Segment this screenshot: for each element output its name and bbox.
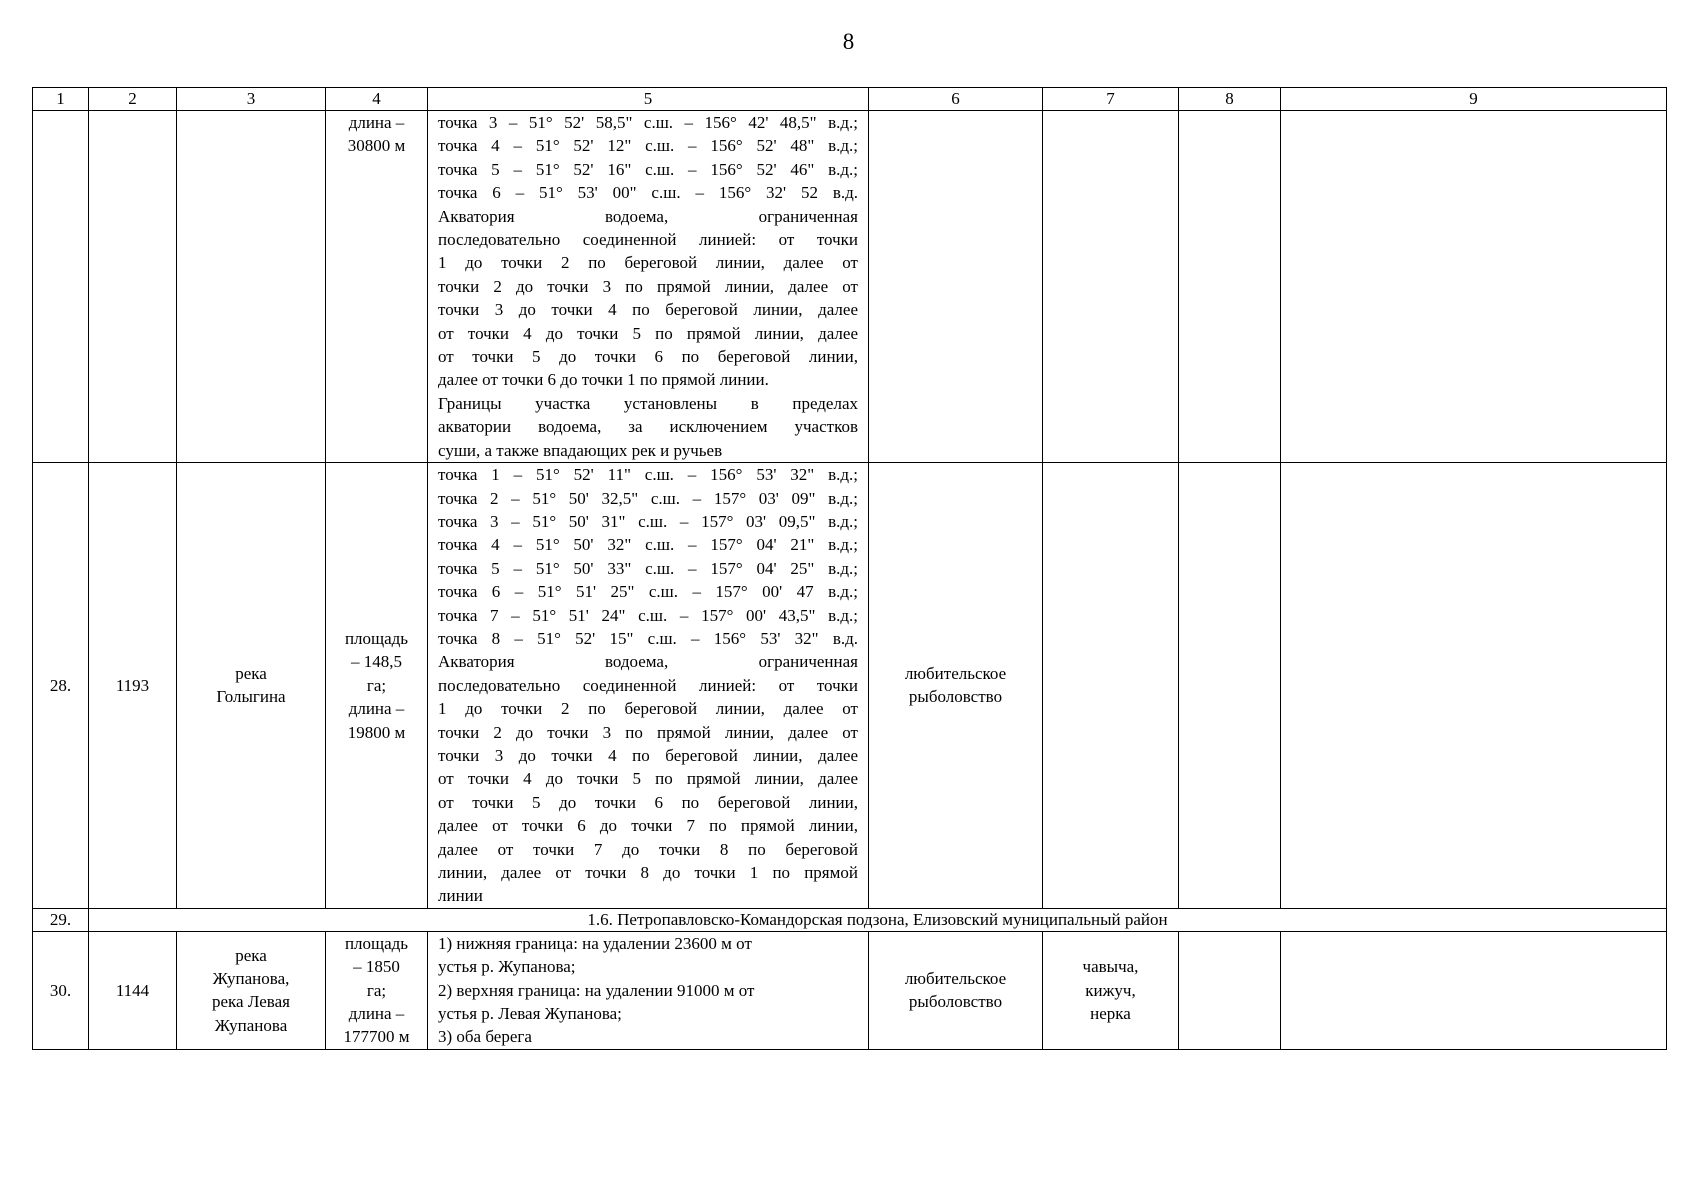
cell-purpose bbox=[869, 111, 1043, 463]
cell-code: 1144 bbox=[89, 931, 177, 1049]
header-cell-1: 1 bbox=[33, 88, 89, 111]
cell-code bbox=[89, 111, 177, 463]
cell-purpose: любительское рыболовство bbox=[869, 931, 1043, 1049]
cell-name: река Жупанова, река Левая Жупанова bbox=[177, 931, 326, 1049]
cell-col9 bbox=[1281, 463, 1667, 909]
header-cell-6: 6 bbox=[869, 88, 1043, 111]
cell-species bbox=[1043, 111, 1179, 463]
cell-col9 bbox=[1281, 931, 1667, 1049]
cell-size: площадь – 148,5 га; длина – 19800 м bbox=[326, 463, 428, 909]
cell-boundary-description: точка 1 – 51° 52' 11" с.ш. – 156° 53' 32" в.д.; точка 2 – 51° 50' 32,5" с.ш. – 157° 03' 09" в.д.; точка 3 – 51° 50' 31" с.ш. – 157° 03' 09,5" в.д.; точка 4 – 51° 50' 32" с.ш. – 157° 04' 21" в.д.; точка 5 – 51° 50' 33" с.ш. – 157° 04' 25" в.д.; точка 6 – 51° 51' 25" с.ш. – 157° 00' 47 в.д.; точка 7 – 51° 51' 24" с.ш. – 157° 00' 43,5" в.д.; точка 8 – 51° 52' 15" с.ш. – 156° 53' 32" в.д. Акватория водоема, ограниченная последовательно соединенной линией: от точки 1 до точки 2 по береговой линии, далее от точки 2 до точки 3 по прямой линии, далее от точки 3 до точки 4 по береговой линии, далее от точки 4 до точки 5 по прямой линии, далее от точки 5 до точки 6 по береговой линии, далее от точки 6 до точки 7 по прямой линии, далее от точки 7 до точки 8 по береговой линии, далее от точки 8 до точки 1 по прямой линии bbox=[428, 463, 869, 909]
cell-num: 30. bbox=[33, 931, 89, 1049]
cell-code: 1193 bbox=[89, 463, 177, 909]
cell-boundary-description: 1) нижняя граница: на удалении 23600 м от устья р. Жупанова; 2) верхняя граница: на удалении 91000 м от устья р. Левая Жупанова; 3) оба берега bbox=[428, 931, 869, 1049]
header-cell-9: 9 bbox=[1281, 88, 1667, 111]
header-cell-2: 2 bbox=[89, 88, 177, 111]
cell-col8 bbox=[1179, 931, 1281, 1049]
table-row-30 bbox=[33, 931, 1667, 1049]
cell-col8 bbox=[1179, 463, 1281, 909]
section-title: 1.6. Петропавловско-Командорская подзона, Елизовский муниципальный район bbox=[89, 908, 1667, 931]
header-cell-3: 3 bbox=[177, 88, 326, 111]
cell-size: площадь – 1850 га; длина – 177700 м bbox=[326, 931, 428, 1049]
cell-name bbox=[177, 111, 326, 463]
cell-species: чавыча, кижуч, нерка bbox=[1043, 931, 1179, 1049]
table-row-29-section bbox=[33, 908, 1667, 931]
header-cell-4: 4 bbox=[326, 88, 428, 111]
header-cell-5: 5 bbox=[428, 88, 869, 111]
cell-size: длина – 30800 м bbox=[326, 111, 428, 463]
header-cell-7: 7 bbox=[1043, 88, 1179, 111]
table-row-continuation bbox=[33, 111, 1667, 463]
cell-col8 bbox=[1179, 111, 1281, 463]
header-row bbox=[33, 88, 1667, 111]
cell-num: 29. bbox=[33, 908, 89, 931]
cell-name: река Голыгина bbox=[177, 463, 326, 909]
cell-col9 bbox=[1281, 111, 1667, 463]
page-number: 8 bbox=[842, 29, 855, 54]
cell-num: 28. bbox=[33, 463, 89, 909]
fishing-areas-table bbox=[32, 87, 1667, 1050]
cell-num bbox=[33, 111, 89, 463]
cell-purpose: любительское рыболовство bbox=[869, 463, 1043, 909]
cell-species bbox=[1043, 463, 1179, 909]
cell-boundary-description: точка 3 – 51° 52' 58,5" с.ш. – 156° 42' 48,5" в.д.; точка 4 – 51° 52' 12" с.ш. – 156° 52' 48" в.д.; точка 5 – 51° 52' 16" с.ш. – 156° 52' 46" в.д.; точка 6 – 51° 53' 00" с.ш. – 156° 32' 52 в.д. Акватория водоема, ограниченная последовательно соединенной линией: от точки 1 до точки 2 по береговой линии, далее от точки 2 до точки 3 по прямой линии, далее от точки 3 до точки 4 по береговой линии, далее от точки 4 до точки 5 по прямой линии, далее от точки 5 до точки 6 по береговой линии, далее от точки 6 до точки 1 по прямой линии. Границы участка установлены в пределах акватории водоема, за исключением участков суши, а также впадающих рек и ручьев bbox=[428, 111, 869, 463]
table-row-28 bbox=[33, 463, 1667, 909]
header-cell-8: 8 bbox=[1179, 88, 1281, 111]
